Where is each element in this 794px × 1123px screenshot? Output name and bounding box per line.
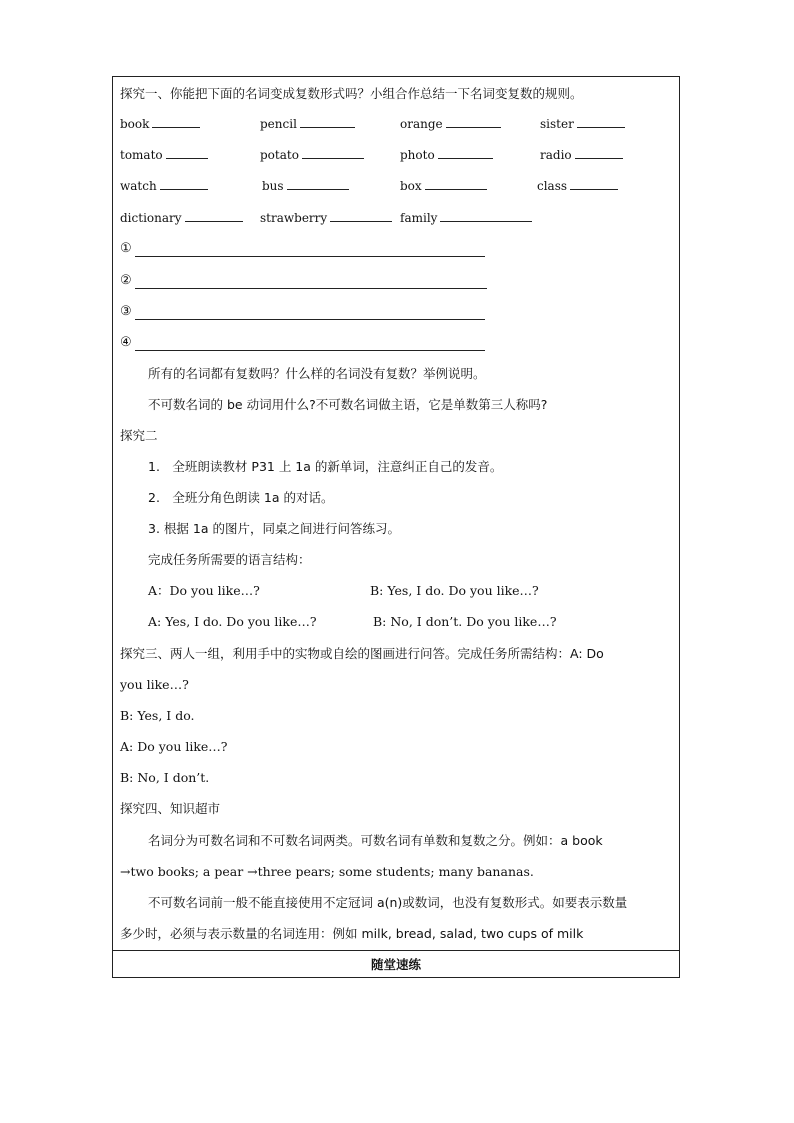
footer-title: 随堂速练: [370, 957, 421, 972]
word-item: radio: [540, 148, 623, 162]
paragraph-line: →two books; a pear →three pears; some students; many bananas.: [120, 864, 534, 879]
rule-number: ①: [120, 241, 132, 256]
paragraph-line: 多少时，必须与表示数量的名词连用：例如 milk, bread, salad, two cups of milk: [120, 926, 584, 941]
word-item: class: [537, 179, 618, 193]
section2-heading: 探究二: [120, 428, 158, 443]
section3-line: 探究三、两人一组，利用手中的实物或自绘的图画进行问答。完成任务所需结构：A: Do: [120, 646, 604, 661]
list-item: 2. 全班分角色朗读 1a 的对话。: [148, 490, 334, 505]
word-item: potato: [260, 148, 364, 162]
rule-answer-line: [135, 319, 485, 320]
question-text: 所有的名词都有复数吗？什么样的名词没有复数？举例说明。: [148, 366, 486, 381]
section3-line: B: No, I don’t.: [120, 770, 210, 785]
list-item: 3. 根据 1a 的图片，同桌之间进行问答练习。: [148, 521, 400, 536]
word-item: box: [400, 179, 487, 193]
word-item: watch: [120, 179, 208, 193]
word-item: strawberry: [260, 211, 392, 225]
dialog-line: B: No, I don’t. Do you like…?: [373, 614, 557, 629]
section3-line: B: Yes, I do.: [120, 708, 195, 723]
rule-number: ②: [120, 273, 132, 288]
section3-line: you like…?: [120, 677, 189, 692]
section4-heading: 探究四、知识超市: [120, 801, 221, 816]
rule-number: ④: [120, 335, 132, 350]
word-item: bus: [262, 179, 349, 193]
word-item: pencil: [260, 117, 355, 131]
structure-label: 完成任务所需要的语言结构：: [148, 552, 311, 567]
list-item: 1. 全班朗读教材 P31 上 1a 的新单词，注意纠正自己的发音。: [148, 459, 503, 474]
rule-number: ③: [120, 304, 132, 319]
word-item: orange: [400, 117, 501, 131]
word-item: book: [120, 117, 200, 131]
dialog-line: A: Yes, I do. Do you like…?: [148, 614, 317, 629]
section1-heading: 探究一、你能把下面的名词变成复数形式吗？小组合作总结一下名词变复数的规则。: [120, 86, 583, 101]
word-item: family: [400, 211, 532, 225]
word-item: dictionary: [120, 211, 243, 225]
paragraph-line: 不可数名词前一般不能直接使用不定冠词 a(n)或数词，也没有复数形式。如要表示数量: [148, 895, 628, 910]
word-item: sister: [540, 117, 625, 131]
rule-answer-line: [135, 256, 485, 257]
word-item: photo: [400, 148, 493, 162]
word-item: tomato: [120, 148, 208, 162]
worksheet-frame: [112, 76, 680, 978]
rule-answer-line: [135, 350, 485, 351]
section3-line: A: Do you like…?: [120, 739, 228, 754]
paragraph-line: 名词分为可数名词和不可数名词两类。可数名词有单数和复数之分。例如：a book: [148, 833, 603, 848]
dialog-line: B: Yes, I do. Do you like…?: [370, 583, 539, 598]
question-text: 不可数名词的 be 动词用什么?不可数名词做主语，它是单数第三人称吗?: [148, 397, 548, 412]
dialog-line: A：Do you like…?: [148, 583, 260, 598]
rule-answer-line: [135, 288, 487, 289]
section-divider: [113, 950, 679, 951]
